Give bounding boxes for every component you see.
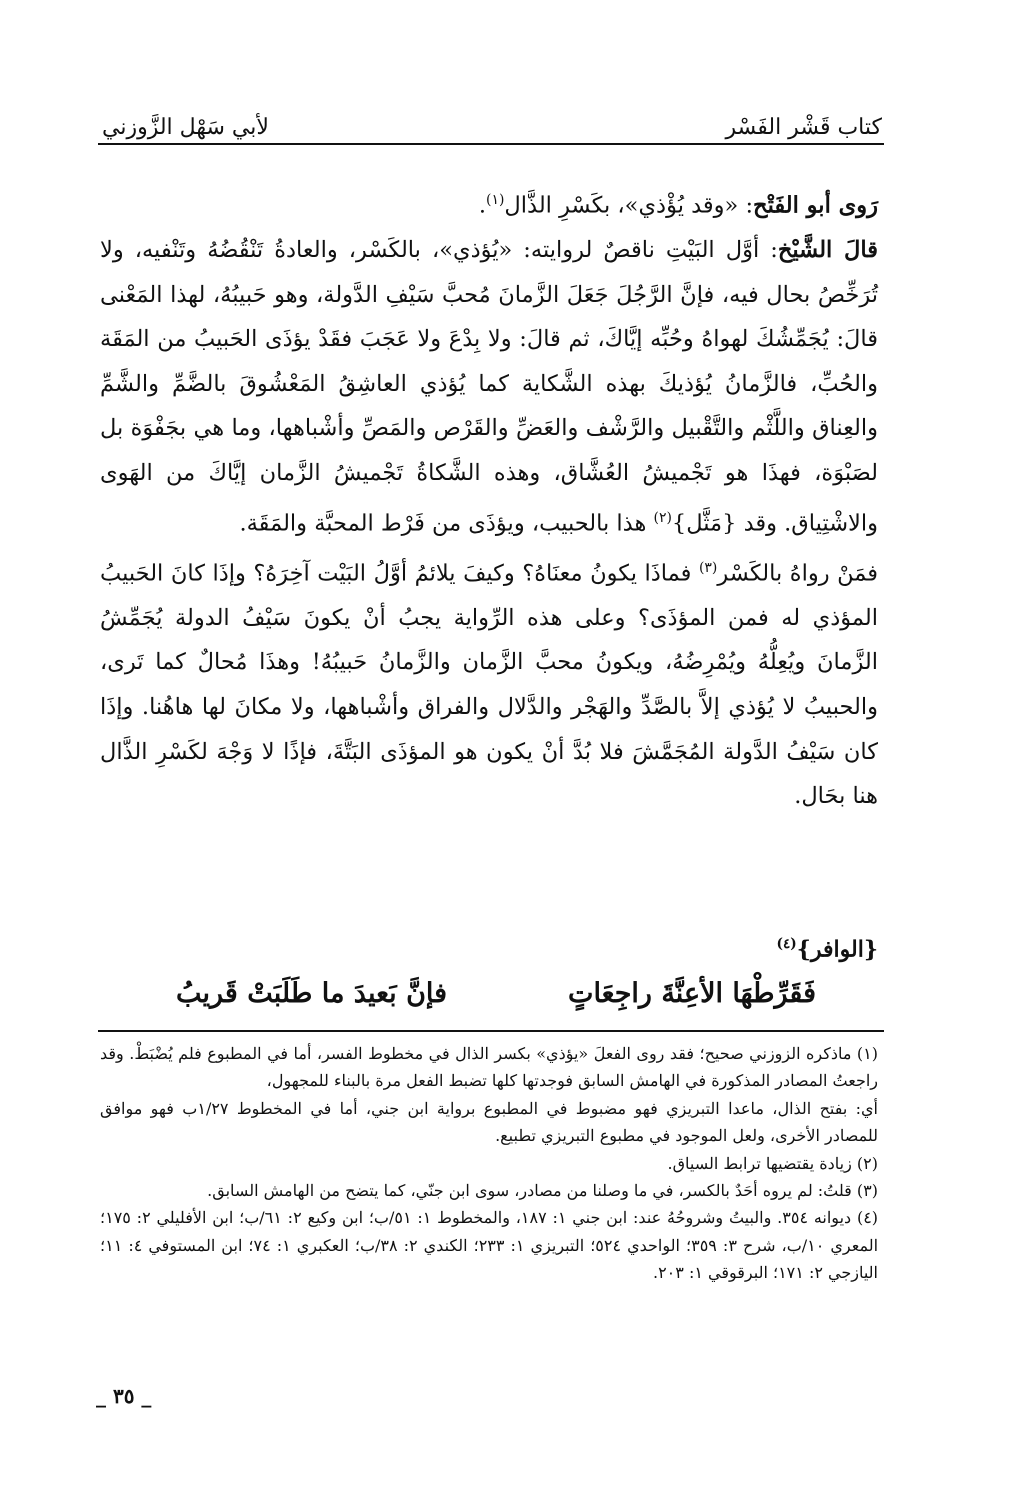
paragraph-3-text: فماذَا يكونُ معنَاهُ؟ وكيفَ يلائمُ أوَّلُ البَيْت آخِرَهُ؟ وإذَا كانَ الحَبيبُ المؤذي له فمن المؤذَى؟ وعلى هذه الرِّواية يجبُ أنْ يكونَ سَيْفُ الدولة يُجَمِّشُ الزَّمانَ ويُعِلُّهُ ويُمْرِضُهُ، ويكونُ محبَّ الزَّمان والزَّمانُ حَبيبُهُ! وهذَا مُحالٌ كما تَرى، والحبيبُ لا يُؤذي إلاَّ بالصَّدِّ والهَجْر والدَّلال والفراق وأشْباهها، ولا مكانَ لها هاهُنا. وإذَا كان سَيْفُ الدَّولة المُجَمَّشَ فلا بُدَّ أنْ يكون هو المؤذَى البَتَّةَ، فإذًا لا وَجْهَ لكَسْرِ الذَّال هنا بحَال. — [100, 560, 878, 810]
footnote-ref-2: (٢) — [653, 509, 672, 526]
paragraph-2-end: هذا بالحبيب، ويؤذَى من فَرْط المحبَّة والمَقَة. — [239, 510, 654, 537]
paragraph-1-lead: رَوى أبو الفَتْح — [753, 192, 878, 219]
paragraph-1-text: : «وقد يُؤْذي»، بكَسْرِ الذَّال — [504, 192, 754, 219]
main-text — [100, 178, 878, 819]
paragraph-2-text: : أوَّل البَيْتِ ناقصٌ لروايته: «يُؤذي»، بالكَسْر، والعادةُ تَنْقُضُهُ وتَنْفيه، ولا تُرَخِّصُ بحال فيه، فإنَّ الرَّجُلَ جَعَلَ الزَّمانَ مُحبَّ سَيْفِ الدَّولة، وهو حَبيبُهُ، لهذا المَعْنى قالَ: يُجَمِّشُكَ لهواهُ وحُبِّه إيَّاكَ، ثم قالَ: ولا بِدْعَ ولا عَجَبَ فقَدْ يؤذَى الحَبيبُ من المَقَة والحُبِّ، فالزَّمانُ يُؤذيكَ بهذه الشَّكاية كما يُؤذي العاشِقُ المَعْشُوقَ بالضَّمِّ والشَّمِّ والعِناق واللَّثْم والتَّقْبيل والرَّشْف والعَضِّ والقَرْص والمَصِّ وأشْباهها، وما هي بجَفْوَة بل لصَبْوَة، فهذَا هو تَجْميشُ العُشَّاق، وهذه الشَّكاةُ تَجْميشُ الزَّمان إيَّاكَ من الهَوى والاشْتِياق. وقد {مَثَّل} — [100, 237, 878, 537]
footnote-1-continued: أي: بفتح الذال، ماعدا التبريزي فهو مضبوط في المطبوع برواية ابن جني، أما في المخطوط ١/٢٧ب فهو موافق للمصادر الأخرى، ولعل الموجود في مطبوع التبريزي تطبيع. — [100, 1098, 879, 1146]
paragraph-3-start: فمَنْ رواهُ بالكَسْر — [717, 560, 879, 587]
running-header — [102, 100, 882, 140]
footnote-ref-4: (٤) — [776, 936, 797, 952]
author-name: لأبي سَهْل الزَّوزني — [102, 115, 269, 140]
paragraph-3 — [100, 546, 878, 819]
footnote-1: (١) ماذكره الزوزني صحيح؛ فقد روى الفعلَ «يؤذي» بكسر الذال في مخطوط الفسر، أما في المطبوع فلم يُضْبَطْ. وقد راجعتُ المصادر المذكورة في الهامش السابق فوجدتها كلها تضبط الفعل مرة بالبناء للمجهول، — [100, 1044, 878, 1091]
verse-hemistich-2: فإنَّ بَعيدَ ما طَلَبَتْ قَريبُ — [176, 977, 448, 1009]
poetry-verse — [176, 968, 816, 1018]
book-title: كتاب قَشْر الفَسْر — [725, 115, 882, 140]
meter-label: {الوافر} — [796, 936, 878, 963]
header-divider — [98, 143, 884, 145]
verse-hemistich-1: فَقَرِّطْهَا الأعِنَّةَ راجِعَاتٍ — [568, 977, 816, 1009]
page-number: _ ٣٥ _ — [96, 1384, 152, 1408]
footnote-2: (٢) زيادة يقتضيها ترابط السياق. — [667, 1153, 878, 1173]
footnote-ref-1: (١) — [486, 192, 505, 208]
paragraph-1-end: . — [478, 192, 487, 219]
footnote-ref-3: (٣) — [698, 559, 718, 576]
footnote-3: (٣) قلتُ: لم يروه أحَدٌ بالكسر، في ما وصلنا من مصادر، سوى ابن جنّي، كما يتضح من الهامش السابق. — [207, 1181, 878, 1201]
footnote-4: (٤) ديوانه ٣٥٤. والبيتُ وشروحُهُ عند: ابن جني ١: ١٨٧، والمخطوط ١: ٥١/ب؛ ابن وكيع ٢: ٦١/ب؛ ابن الأفليلي ٢: ١٧٥؛ المعري ١٠/ب، شرح ٣: ٣٥٩؛ الواحدي ٥٢٤؛ التبريزي ١: ٢٣٣؛ الكندي ٢: ٣٨/ب؛ العكبري ١: ٧٤؛ ابن المستوفي ٤: ١١؛ اليازجي ٢: ١٧١؛ البرقوقي ١: ٢٠٣. — [100, 1208, 879, 1283]
footnotes — [100, 1040, 878, 1287]
paragraph-2 — [100, 228, 878, 546]
verse-meter — [100, 936, 878, 962]
paragraph-1 — [100, 178, 878, 228]
footnote-divider — [98, 1030, 884, 1032]
paragraph-2-lead: قالَ الشَّيْخ — [777, 237, 878, 264]
